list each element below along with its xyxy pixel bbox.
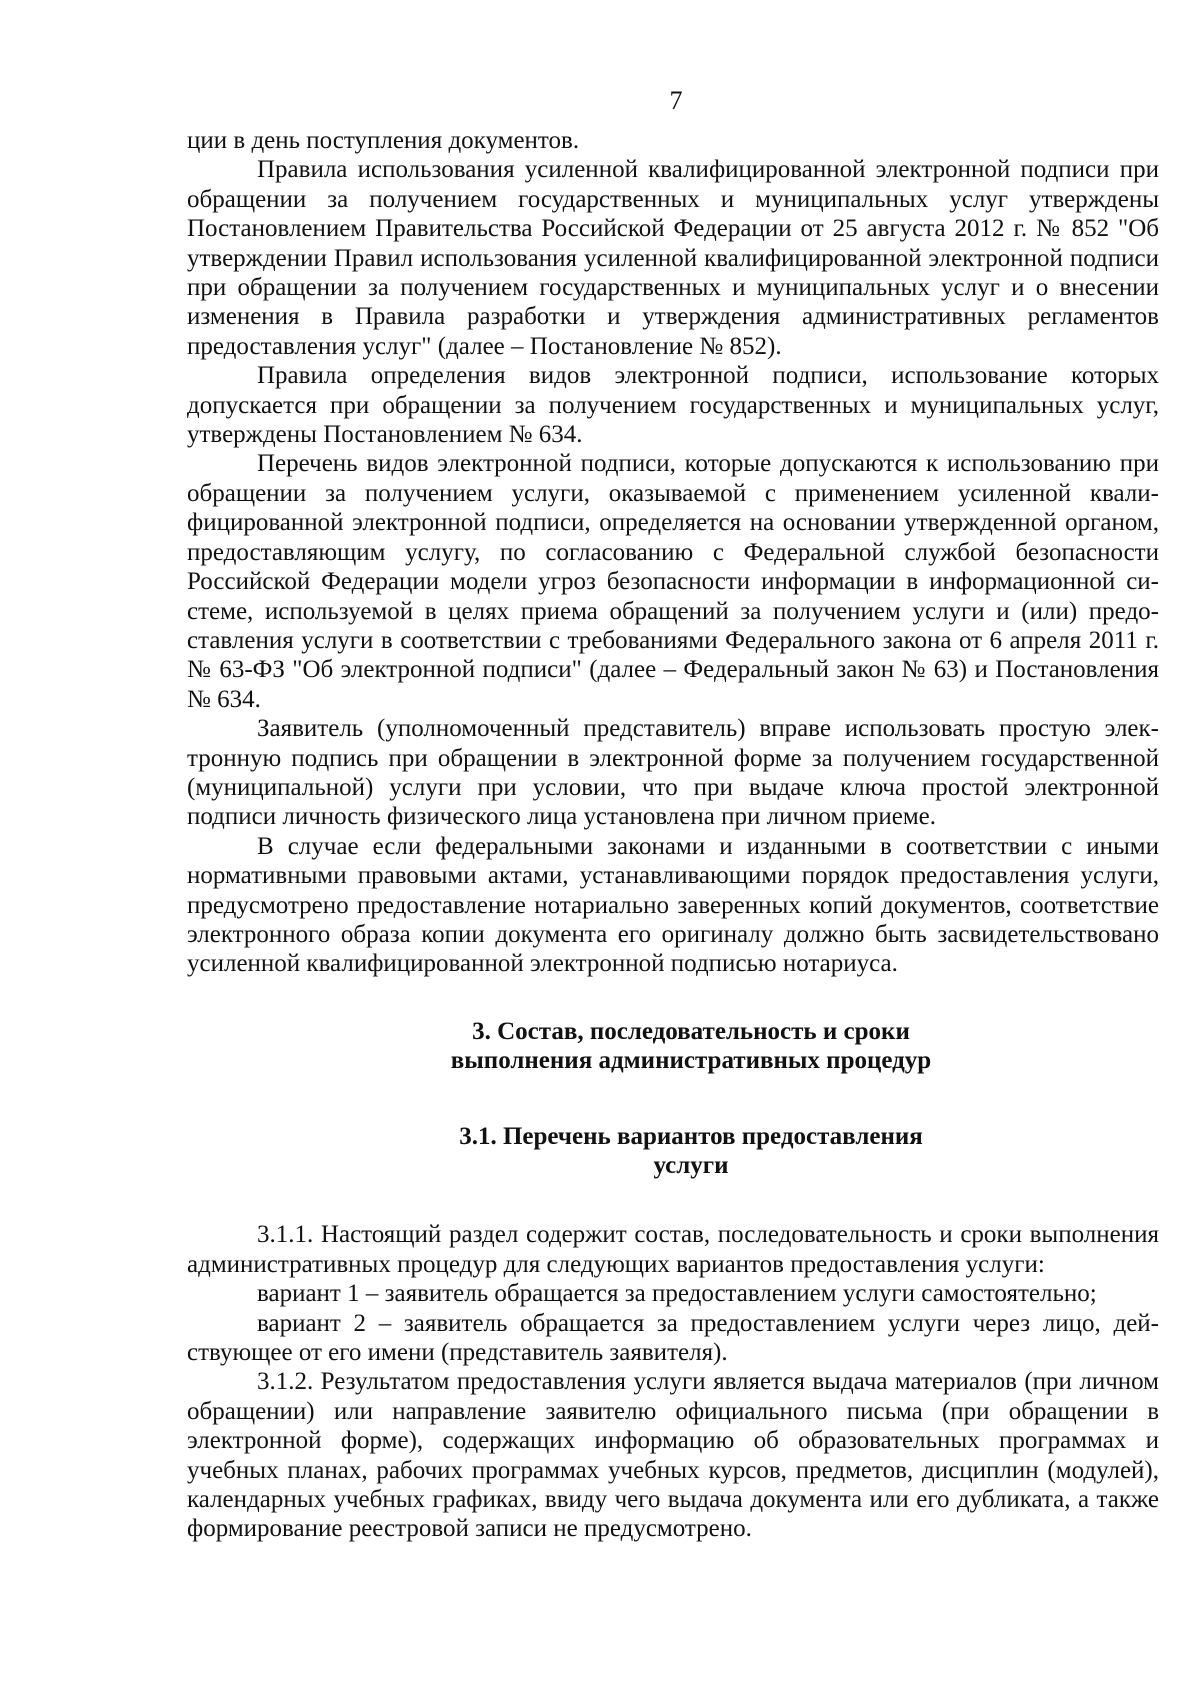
- subsection-heading-line-1: 3.1. Перечень вариантов предоставления: [459, 1122, 923, 1150]
- subsection-heading-line-2: услуги: [653, 1152, 729, 1179]
- section-heading-line-2: выполнения административных процедур: [450, 1047, 932, 1075]
- paragraph-continuation: ции в день поступления документов.: [187, 127, 580, 154]
- paragraph-variant-1: вариант 1 – заявитель обращается за предоставлением услуги самостоятельно;: [257, 1280, 1097, 1308]
- page-number: 7: [669, 86, 683, 115]
- paragraph-3-1-1: 3.1.1. Настоящий раздел содержит состав, последовательность и сроки выполнения административных процедур для следующих вариантов предоставления услуги:: [187, 1221, 1159, 1278]
- paragraph-signature-list: Перечень видов электронной подписи, которые допускаются к использованию при обращении за получением услуги, оказываемой с применением усиленной квалифицированной электронной подписи, определяется на основании утвержденной органом, предоставляющим услугу, по согласованию с Федеральной службой безопасности Российской Федерации модели угроз безопасности информации в информационной системе, используемой в целях приема обращений за получением услуги и (или) предоставления услуги в соответствии с требованиями Федерального закона от 6 апреля 2011 г. № 63-ФЗ "Об электронной подписи" (далее – Федеральный закон № 63) и Постановления № 634.: [187, 450, 1159, 713]
- paragraph-simple-signature: Заявитель (уполномоченный представитель) вправе использовать простую электронную подпись при обращении в электронной форме за получением государственной (муниципальной) услуги при условии, что при выдаче ключа простой электронной подписи личность физического лица установлена при личном приеме.: [187, 715, 1159, 831]
- section-heading-line-1: 3. Состав, последовательность и сроки: [472, 1017, 910, 1045]
- section-heading: [187, 1017, 1159, 1076]
- document-body: [187, 126, 1159, 1544]
- paragraph-signature-types: Правила определения видов электронной подписи, использование которых допускается при обращении за получением государственных и муниципальных услуг, утверждены Постановлением № 634.: [187, 362, 1159, 449]
- paragraph-3-1-2: 3.1.2. Результатом предоставления услуги является выдача материалов (при личном обращении) или направление заявителю официального письма (при обращении в электронной форме), содержащих информацию об образовательных программах и учебных планах, рабочих программах учебных курсов, предметов, дисциплин (модулей), календарных учебных графиках, ввиду чего выдача документа или его дубликата, а также формирование реестровой записи не предусмотрено.: [187, 1368, 1159, 1543]
- subsection-heading: [187, 1122, 1159, 1181]
- paragraph-signature-rules: Правила использования усиленной квалифицированной электронной подписи при обращении за получением государственных и муниципальных услуг утверждены Постановлением Правительства Российской Федерации от 25 августа 2012 г. № 852 "Об утверждении Правил использования усиленной квалифицированной электронной подписи при обращении за получением государственных и муниципальных услуг и о внесении изменения в Правила разработки и утверждения административных регламентов предоставления услуг" (далее – Постановление № 852).: [187, 156, 1159, 360]
- paragraph-notarial-copies: В случае если федеральными законами и изданными в соответствии с иными нормативными правовыми актами, устанавливающими порядок предоставления услуги, предусмотрено предоставление нотариально заверенных копий документов, соответствие электронного образа копии документа его оригиналу должно быть засвидетельствовано усиленной квалифицированной электронной подписью нотариуса.: [187, 832, 1159, 978]
- paragraph-variant-2: вариант 2 – заявитель обращается за предоставлением услуги через лицо, действующее от его имени (представитель заявителя).: [187, 1309, 1159, 1367]
